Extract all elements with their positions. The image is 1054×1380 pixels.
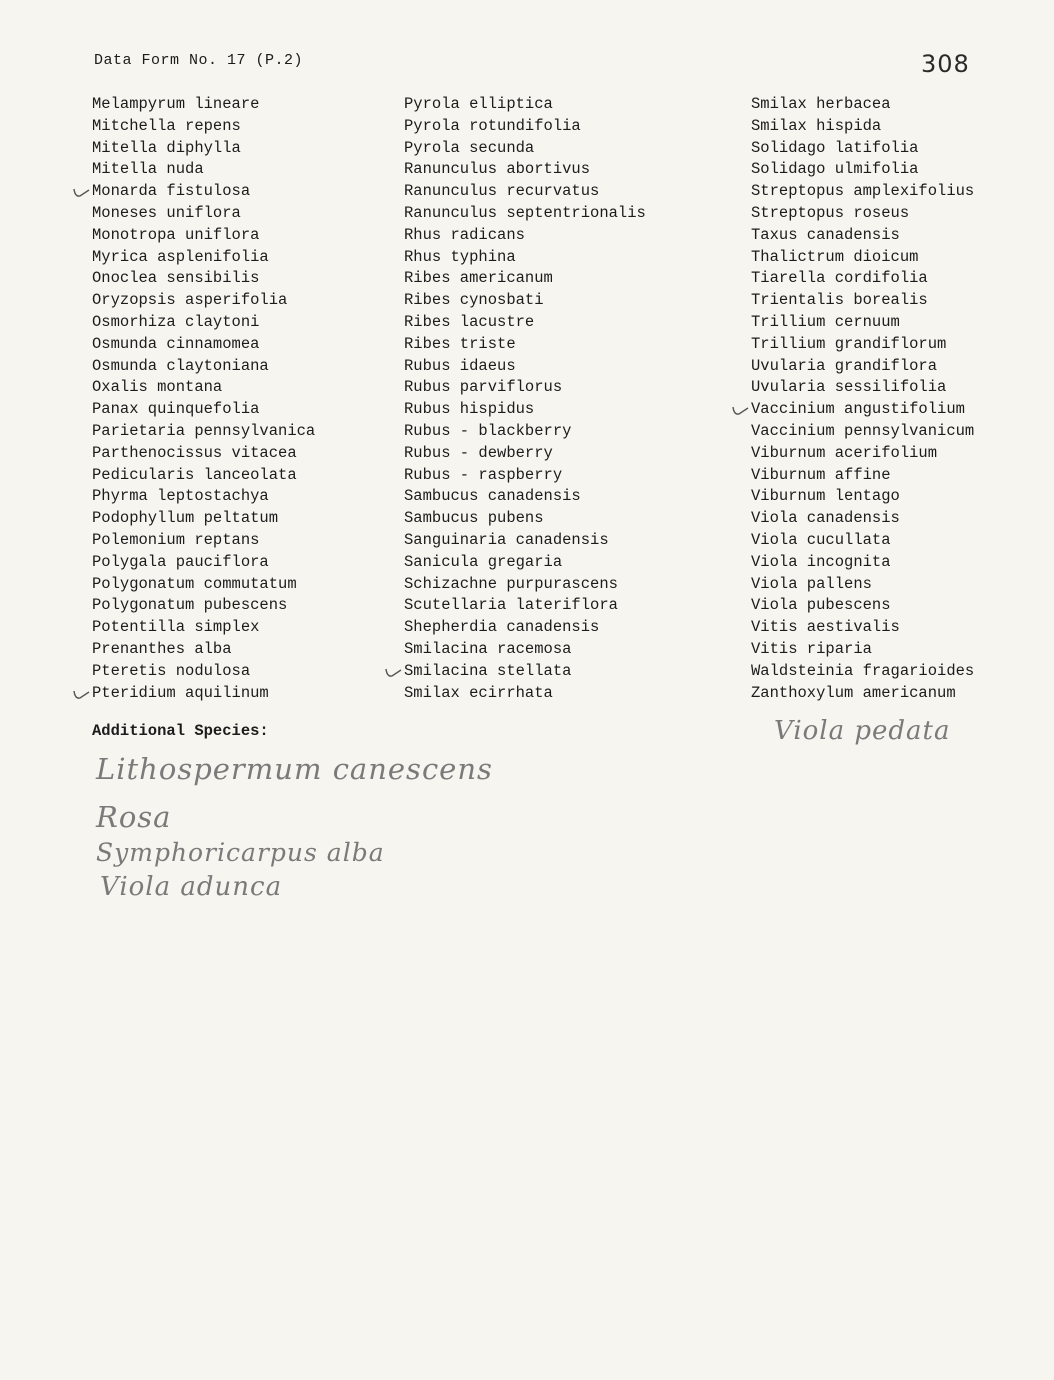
species-name: Rubus - raspberry [404, 465, 563, 484]
species-name: Pedicularis lanceolata [92, 465, 297, 484]
species-item [751, 595, 974, 617]
species-item [751, 94, 974, 116]
species-item [92, 268, 315, 290]
species-name: Viola cucullata [751, 530, 891, 549]
species-item [404, 595, 646, 617]
species-item [404, 661, 646, 683]
species-item [751, 421, 974, 443]
species-name: Myrica asplenifolia [92, 247, 269, 266]
species-item [92, 116, 315, 138]
species-item [751, 312, 974, 334]
species-name: Viola incognita [751, 552, 891, 571]
species-item [404, 530, 646, 552]
species-name: Ribes americanum [404, 269, 553, 288]
species-item [751, 138, 974, 160]
species-item [92, 421, 315, 443]
species-item [404, 116, 646, 138]
species-name: Sanicula gregaria [404, 552, 563, 571]
species-column-2 [404, 94, 646, 704]
species-name: Oxalis montana [92, 378, 223, 397]
species-name: Viola canadensis [751, 509, 900, 528]
species-name: Sambucus canadensis [404, 487, 581, 506]
species-name: Viola pallens [751, 574, 872, 593]
species-item [751, 574, 974, 596]
species-item [404, 377, 646, 399]
species-name: Parthenocissus vitacea [92, 443, 297, 462]
species-name: Smilax hispida [751, 116, 882, 135]
species-name: Pyrola secunda [404, 138, 535, 157]
species-item [751, 334, 974, 356]
species-name: Viburnum acerifolium [751, 443, 938, 462]
species-name: Rhus radicans [404, 225, 525, 244]
species-column-3 [751, 94, 974, 704]
species-item [751, 225, 974, 247]
species-name: Vaccinium pennsylvanicum [751, 421, 975, 440]
species-item [404, 574, 646, 596]
species-item [751, 399, 974, 421]
species-item [92, 356, 315, 378]
species-item [404, 138, 646, 160]
species-name: Mitella nuda [92, 160, 204, 179]
species-name: Oryzopsis asperifolia [92, 291, 288, 310]
species-item [751, 247, 974, 269]
species-name: Smilacina stellata [404, 661, 572, 680]
species-item [404, 268, 646, 290]
species-name: Streptopus amplexifolius [751, 182, 975, 201]
species-name: Vitis aestivalis [751, 618, 900, 637]
species-name: Pteretis nodulosa [92, 661, 251, 680]
species-item [404, 552, 646, 574]
species-item [751, 530, 974, 552]
species-name: Polemonium reptans [92, 530, 260, 549]
species-item [92, 530, 315, 552]
species-name: Osmunda cinnamomea [92, 334, 260, 353]
species-name: Smilacina racemosa [404, 639, 572, 658]
species-item [92, 443, 315, 465]
species-item [404, 421, 646, 443]
species-name: Solidago latifolia [751, 138, 919, 157]
species-name: Ranunculus recurvatus [404, 182, 600, 201]
species-name: Uvularia grandiflora [751, 356, 938, 375]
handwritten-species: Viola adunca [100, 872, 283, 902]
species-item [404, 639, 646, 661]
species-item [92, 203, 315, 225]
species-name: Panax quinquefolia [92, 400, 260, 419]
species-name: Monotropa uniflora [92, 225, 260, 244]
species-item [92, 225, 315, 247]
species-item [92, 312, 315, 334]
species-name: Trientalis borealis [751, 291, 928, 310]
species-item [751, 508, 974, 530]
form-label: Data Form No. 17 (P.2) [94, 52, 304, 69]
species-item [751, 486, 974, 508]
species-item [404, 399, 646, 421]
species-item [92, 465, 315, 487]
species-name: Rubus - dewberry [404, 443, 553, 462]
species-name: Moneses uniflora [92, 203, 241, 222]
species-name: Smilax ecirrhata [404, 683, 553, 702]
species-item [404, 247, 646, 269]
species-name: Vaccinium angustifolium [751, 400, 965, 419]
species-item [92, 181, 315, 203]
species-name: Pyrola elliptica [404, 95, 553, 113]
species-item [92, 486, 315, 508]
species-name: Rubus idaeus [404, 356, 516, 375]
additional-species-label: Additional Species: [92, 722, 269, 740]
species-name: Phyrma leptostachya [92, 487, 269, 506]
species-name: Schizachne purpurascens [404, 574, 618, 593]
species-name: Prenanthes alba [92, 639, 232, 658]
species-name: Shepherdia canadensis [404, 618, 600, 637]
species-name: Mitella diphylla [92, 138, 241, 157]
species-name: Uvularia sessilifolia [751, 378, 947, 397]
species-item [92, 334, 315, 356]
species-name: Ranunculus septentrionalis [404, 203, 646, 222]
species-name: Rubus - blackberry [404, 421, 572, 440]
species-item [751, 356, 974, 378]
species-name: Streptopus roseus [751, 203, 910, 222]
species-name: Smilax herbacea [751, 95, 891, 113]
species-item [404, 225, 646, 247]
species-item [751, 661, 974, 683]
species-name: Pyrola rotundifolia [404, 116, 581, 135]
handwritten-species: Lithospermum canescens [96, 752, 493, 786]
species-name: Tiarella cordifolia [751, 269, 928, 288]
page-number: 308 [921, 50, 970, 78]
species-item [404, 356, 646, 378]
species-name: Trillium grandiflorum [751, 334, 947, 353]
species-item [92, 683, 315, 705]
species-item [404, 181, 646, 203]
species-item [404, 94, 646, 116]
species-name: Vitis riparia [751, 639, 872, 658]
species-name: Polygala pauciflora [92, 552, 269, 571]
species-name: Pteridium aquilinum [92, 683, 269, 702]
handwritten-margin-note: Viola pedata [774, 716, 951, 746]
species-item [404, 465, 646, 487]
species-item [751, 683, 974, 705]
species-name: Scutellaria lateriflora [404, 596, 618, 615]
species-item [92, 552, 315, 574]
species-name: Waldsteinia fragarioides [751, 661, 975, 680]
species-item [92, 94, 315, 116]
species-name: Podophyllum peltatum [92, 509, 279, 528]
species-name: Viburnum affine [751, 465, 891, 484]
species-name: Potentilla simplex [92, 618, 260, 637]
species-item [92, 661, 315, 683]
species-name: Osmunda claytoniana [92, 356, 269, 375]
species-column-1 [92, 94, 315, 704]
species-item [92, 508, 315, 530]
species-name: Thalictrum dioicum [751, 247, 919, 266]
species-name: Trillium cernuum [751, 312, 900, 331]
species-item [751, 203, 974, 225]
species-item [404, 683, 646, 705]
species-item [92, 290, 315, 312]
species-name: Parietaria pennsylvanica [92, 421, 316, 440]
species-name: Rubus hispidus [404, 400, 535, 419]
species-item [404, 617, 646, 639]
species-item [404, 290, 646, 312]
species-item [92, 159, 315, 181]
species-item [751, 159, 974, 181]
species-name: Solidago ulmifolia [751, 160, 919, 179]
species-name: Rhus typhina [404, 247, 516, 266]
handwritten-species: Rosa [96, 800, 172, 834]
species-name: Polygonatum pubescens [92, 596, 288, 615]
species-item [92, 617, 315, 639]
species-item [92, 399, 315, 421]
species-item [404, 312, 646, 334]
species-name: Viburnum lentago [751, 487, 900, 506]
species-name: Sambucus pubens [404, 509, 544, 528]
species-item [404, 443, 646, 465]
species-name: Rubus parviflorus [404, 378, 563, 397]
species-name: Ribes lacustre [404, 312, 535, 331]
species-name: Ribes triste [404, 334, 516, 353]
species-item [751, 377, 974, 399]
species-name: Viola pubescens [751, 596, 891, 615]
species-name: Onoclea sensibilis [92, 269, 260, 288]
species-name: Monarda fistulosa [92, 182, 251, 201]
species-name: Polygonatum commutatum [92, 574, 297, 593]
check-mark-icon [384, 667, 402, 679]
check-mark-icon [72, 187, 90, 199]
species-name: Osmorhiza claytoni [92, 312, 260, 331]
check-mark-icon [731, 405, 749, 417]
species-item [751, 443, 974, 465]
species-item [751, 268, 974, 290]
species-item [751, 639, 974, 661]
species-item [404, 508, 646, 530]
species-item [92, 639, 315, 661]
species-item [404, 334, 646, 356]
species-item [751, 552, 974, 574]
species-item [751, 617, 974, 639]
species-name: Zanthoxylum americanum [751, 683, 956, 702]
species-name: Ribes cynosbati [404, 291, 544, 310]
species-name: Melampyrum lineare [92, 95, 260, 113]
species-item [92, 247, 315, 269]
check-mark-icon [72, 689, 90, 701]
species-item [92, 138, 315, 160]
species-item [751, 465, 974, 487]
species-name: Ranunculus abortivus [404, 160, 591, 179]
species-item [404, 203, 646, 225]
species-item [751, 290, 974, 312]
species-item [92, 377, 315, 399]
species-name: Sanguinaria canadensis [404, 530, 609, 549]
species-item [404, 159, 646, 181]
species-name: Mitchella repens [92, 116, 241, 135]
species-item [92, 595, 315, 617]
species-name: Taxus canadensis [751, 225, 900, 244]
species-item [751, 181, 974, 203]
species-item [751, 116, 974, 138]
handwritten-species: Symphoricarpus alba [96, 838, 385, 867]
species-item [92, 574, 315, 596]
species-item [404, 486, 646, 508]
